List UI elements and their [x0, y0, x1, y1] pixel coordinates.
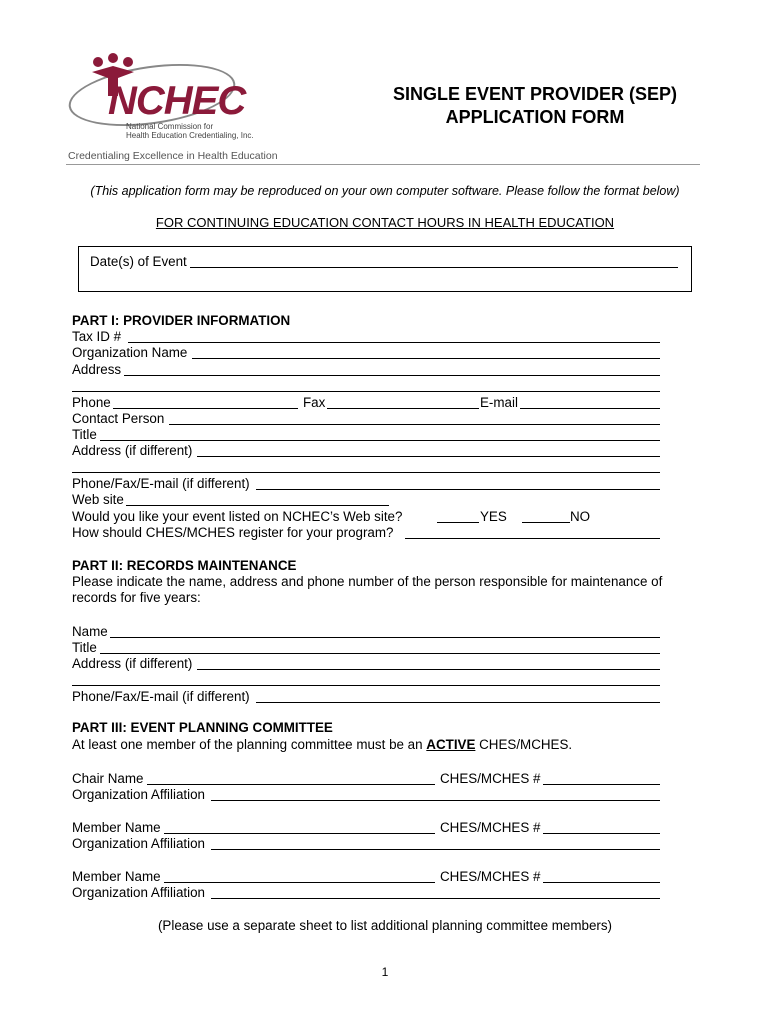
chair-affil-field[interactable]: [211, 800, 660, 801]
member2-ches-field[interactable]: [543, 882, 660, 883]
form-subtitle: FOR CONTINUING EDUCATION CONTACT HOURS IN HEALTH EDUCATION: [155, 215, 615, 230]
address-field[interactable]: [124, 375, 660, 376]
phone-diff-field[interactable]: [256, 489, 660, 490]
reproduction-note: (This application form may be reproduced on your own computer software. Please follow the format below): [90, 184, 680, 198]
register-field[interactable]: [405, 538, 660, 539]
tax-id-label: Tax ID #: [72, 329, 122, 344]
logo: [68, 52, 258, 142]
org-name-label: Organization Name: [72, 345, 188, 360]
records-title-field[interactable]: [100, 653, 660, 654]
part3-instructions: [72, 737, 572, 753]
logo-sub2: Health Education Credentialing, Inc.: [126, 131, 254, 140]
phone-diff-label: Phone/Fax/E-mail (if different): [72, 476, 250, 491]
member1-name-field[interactable]: [164, 833, 435, 834]
member1-ches-field[interactable]: [543, 833, 660, 834]
fax-label: Fax: [303, 395, 326, 410]
email-label: E-mail: [480, 395, 518, 410]
part3-heading: PART III: EVENT PLANNING COMMITTEE: [72, 720, 333, 735]
logo-sub1: National Commission for: [126, 122, 214, 131]
phone-field[interactable]: [113, 408, 298, 409]
no-field[interactable]: [522, 522, 570, 523]
listed-question: Would you like your event listed on NCHEC’s Web site?: [72, 509, 403, 524]
title-label: Title: [72, 427, 97, 442]
fax-field[interactable]: [327, 408, 479, 409]
dates-label: Date(s) of Event: [90, 254, 187, 269]
contact-label: Contact Person: [72, 411, 165, 426]
yes-label: YES: [480, 509, 507, 524]
part1-heading: PART I: PROVIDER INFORMATION: [72, 313, 291, 328]
records-name-field[interactable]: [110, 637, 660, 638]
address-diff-label: Address (if different): [72, 443, 193, 458]
member2-name-label: Member Name: [72, 869, 161, 884]
part2-instructions-1: Please indicate the name, address and phone number of the person responsible for maintenance of: [72, 574, 663, 589]
committee-footer-note: (Please use a separate sheet to list additional planning committee members): [157, 918, 613, 933]
member2-ches-label: CHES/MCHES #: [440, 869, 541, 884]
logo-brand: NCHEC: [108, 79, 246, 123]
member2-name-field[interactable]: [164, 882, 435, 883]
email-field[interactable]: [520, 408, 660, 409]
register-question: How should CHES/MCHES register for your program?: [72, 525, 394, 540]
contact-field[interactable]: [169, 424, 660, 425]
phone-label: Phone: [72, 395, 111, 410]
records-phone-field[interactable]: [256, 702, 660, 703]
header-rule: [66, 164, 700, 165]
member1-ches-label: CHES/MCHES #: [440, 820, 541, 835]
dates-field[interactable]: [190, 267, 678, 268]
no-label: NO: [570, 509, 591, 524]
chair-ches-label: CHES/MCHES #: [440, 771, 541, 786]
tax-id-field[interactable]: [128, 342, 660, 343]
yes-field[interactable]: [437, 522, 479, 523]
records-address-label: Address (if different): [72, 656, 193, 671]
address-diff-field[interactable]: [197, 456, 660, 457]
website-field[interactable]: [126, 505, 389, 506]
chair-name-field[interactable]: [147, 784, 435, 785]
address-diff-field-2[interactable]: [72, 472, 660, 473]
title-field[interactable]: [100, 440, 660, 441]
member1-name-label: Member Name: [72, 820, 161, 835]
member2-affil-field[interactable]: [211, 898, 660, 899]
records-address-field-2[interactable]: [72, 685, 660, 686]
part3-instr-pre: At least one member of the planning committee must be an: [72, 737, 427, 752]
part2-heading: PART II: RECORDS MAINTENANCE: [72, 558, 297, 573]
address-label: Address: [72, 362, 122, 377]
records-name-label: Name: [72, 624, 108, 639]
address-field-2[interactable]: [72, 391, 660, 392]
records-phone-label: Phone/Fax/E-mail (if different): [72, 689, 250, 704]
active-emphasis: ACTIVE: [426, 737, 476, 752]
records-address-field[interactable]: [197, 669, 660, 670]
part2-instructions-2: records for five years:: [72, 590, 201, 605]
chair-name-label: Chair Name: [72, 771, 144, 786]
website-label: Web site: [72, 492, 124, 507]
member1-affil-label: Organization Affiliation: [72, 836, 205, 851]
chair-ches-field[interactable]: [543, 784, 660, 785]
part3-instr-post: CHES/MCHES.: [475, 737, 573, 752]
chair-affil-label: Organization Affiliation: [72, 787, 205, 802]
member2-affil-label: Organization Affiliation: [72, 885, 205, 900]
form-title-line2: APPLICATION FORM: [445, 107, 625, 127]
records-title-label: Title: [72, 640, 97, 655]
page-number: 1: [381, 965, 389, 979]
logo-tagline: Credentialing Excellence in Health Education: [68, 150, 278, 162]
org-name-field[interactable]: [192, 358, 660, 359]
form-title-line1: SINGLE EVENT PROVIDER (SEP): [392, 84, 678, 104]
member1-affil-field[interactable]: [211, 849, 660, 850]
